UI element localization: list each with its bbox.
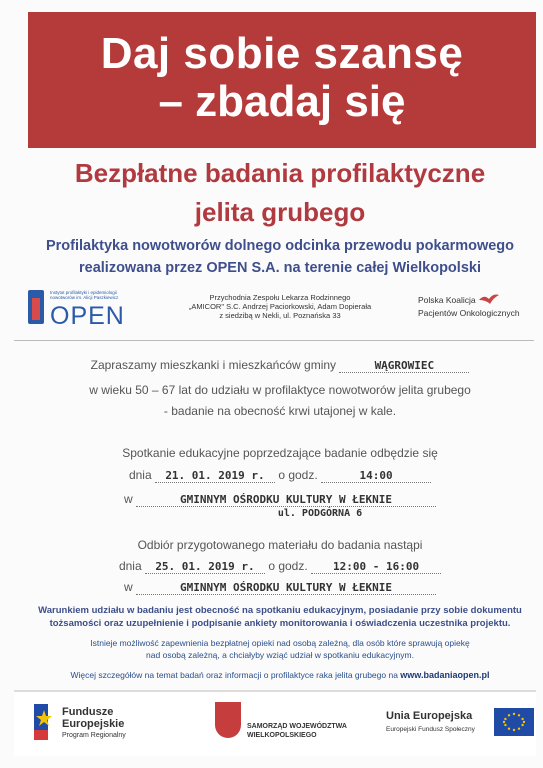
banner-line-2: – zbadaj się	[158, 77, 406, 126]
eagle-shield-icon	[215, 702, 241, 738]
meeting-place-row	[20, 492, 540, 507]
more-text: Więcej szczegółów na temat badań oraz informacji o profilaktyce raka jelita grubego na	[70, 670, 398, 680]
meeting-place: GMINNYM OŚRODKU KULTURY W ŁEKNIE	[136, 493, 436, 507]
open-logo-caption: Instytut profilaktyki i epidemiologii nowotworów im. Alicji Paszkiewicz	[50, 290, 119, 300]
meeting-date: 21. 01. 2019 r.	[155, 469, 275, 483]
pkpo-logo	[418, 294, 538, 320]
fe-line-3: Program Regionalny	[62, 732, 126, 739]
eu-flag-icon	[494, 708, 534, 736]
header-banner	[28, 12, 536, 148]
meeting-w-label: w	[123, 492, 133, 506]
clinic-info	[180, 293, 380, 320]
more-info	[20, 670, 540, 680]
pickup-date: 25. 01. 2019 r.	[145, 560, 265, 574]
banner-line-1: Daj sobie szansę	[100, 29, 464, 78]
pickup-w-label: w	[123, 580, 133, 594]
open-logo	[28, 288, 138, 328]
fe-line-2: Europejskie	[62, 718, 125, 730]
meeting-date-row	[20, 468, 540, 483]
swk-text	[247, 722, 347, 740]
pkpo-line-2: Pacjentów Onkologicznych	[418, 308, 520, 318]
samorzad-logo	[199, 702, 359, 746]
care-line-2: nad osobą zależną, a chciałyby wziąć udział w spotkaniu edukacyjnym.	[146, 650, 414, 660]
unia-europejska-logo	[386, 708, 536, 748]
gmina-value: WĄGROWIEC	[339, 359, 469, 373]
page-title-line-1: Bezpłatne badania profilaktyczne	[74, 158, 486, 188]
clinic-line-2: „AMICOR" S.C. Andrzej Paciorkowski, Adam Dopierała	[188, 302, 372, 311]
swk-line-1: SAMORZĄD WOJEWÓDZTWA	[247, 723, 347, 730]
clinic-line-1: Przychodnia Zespołu Lekarza Rodzinnego	[209, 293, 351, 302]
meeting-godz-label: o godz.	[278, 468, 318, 482]
conditions-line-2: tożsamości oraz uzupełnienie i podpisanie ankiety monitorowania i oświadczenia uczestnika projektu.	[49, 618, 511, 629]
pickup-date-row	[20, 559, 540, 574]
care-note	[20, 637, 540, 661]
ue-line-2: Europejski Fundusz Społeczny	[386, 726, 475, 733]
meeting-address: ul. PODGÓRNA 6	[277, 508, 363, 519]
subtitle-line-1: Profilaktyka nowotworów dolnego odcinka przewodu pokarmowego	[45, 238, 515, 254]
fe-star-icon	[34, 704, 54, 740]
swk-line-2: WIELKOPOLSKIEGO	[247, 732, 317, 739]
invite-line-1	[20, 358, 540, 373]
page-title-line-2: jelita grubego	[194, 197, 366, 227]
footer-logos	[14, 690, 536, 756]
open-logo-text: OPEN	[50, 302, 125, 330]
bird-icon	[478, 292, 500, 306]
ue-line-1: Unia Europejska	[386, 710, 473, 722]
pickup-place: GMINNYM OŚRODKU KULTURY W ŁEKNIE	[136, 581, 436, 595]
subtitle-line-2: realizowana przez OPEN S.A. na terenie całej Wielkopolski	[79, 260, 481, 276]
invite-prefix: Zapraszamy mieszkanki i mieszkańców gminy	[90, 358, 337, 372]
pickup-dnia-label: dnia	[118, 559, 142, 573]
clinic-line-3: z siedzibą w Nekli, ul. Poznańska 33	[219, 311, 341, 320]
pickup-place-row	[20, 580, 540, 595]
meeting-dnia-label: dnia	[128, 468, 152, 482]
pkpo-line-1: Polska Koalicja	[418, 295, 476, 305]
conditions-text	[20, 604, 540, 630]
meeting-heading: Spotkanie edukacyjne poprzedzające badanie odbędzie się	[122, 446, 438, 460]
conditions-line-1: Warunkiem udziału w badaniu jest obecność na spotkaniu edukacyjnym, posiadanie przy sobie dokumentu	[38, 605, 522, 616]
invite-line-2: w wieku 50 – 67 lat do udziału w profilaktyce nowotworów jelita grubego	[89, 383, 471, 397]
pickup-heading: Odbiór przygotowanego materiału do badania nastąpi	[137, 538, 423, 552]
pickup-godz-label: o godz.	[268, 559, 308, 573]
website-link[interactable]: www.badaniaopen.pl	[400, 670, 490, 680]
open-logo-accent-icon	[32, 298, 40, 320]
fe-line-1: Fundusze	[62, 706, 114, 718]
invite-line-3: - badanie na obecność krwi utajonej w kale.	[163, 404, 397, 418]
divider	[14, 340, 534, 341]
care-line-1: Istnieje możliwość zapewnienia bezpłatnej opieki nad osobą zależną, dla osób które sprawują opiekę	[90, 638, 470, 648]
meeting-time: 14:00	[321, 469, 431, 483]
pickup-time: 12:00 - 16:00	[311, 560, 441, 574]
fundusze-europejskie-logo	[34, 702, 174, 746]
